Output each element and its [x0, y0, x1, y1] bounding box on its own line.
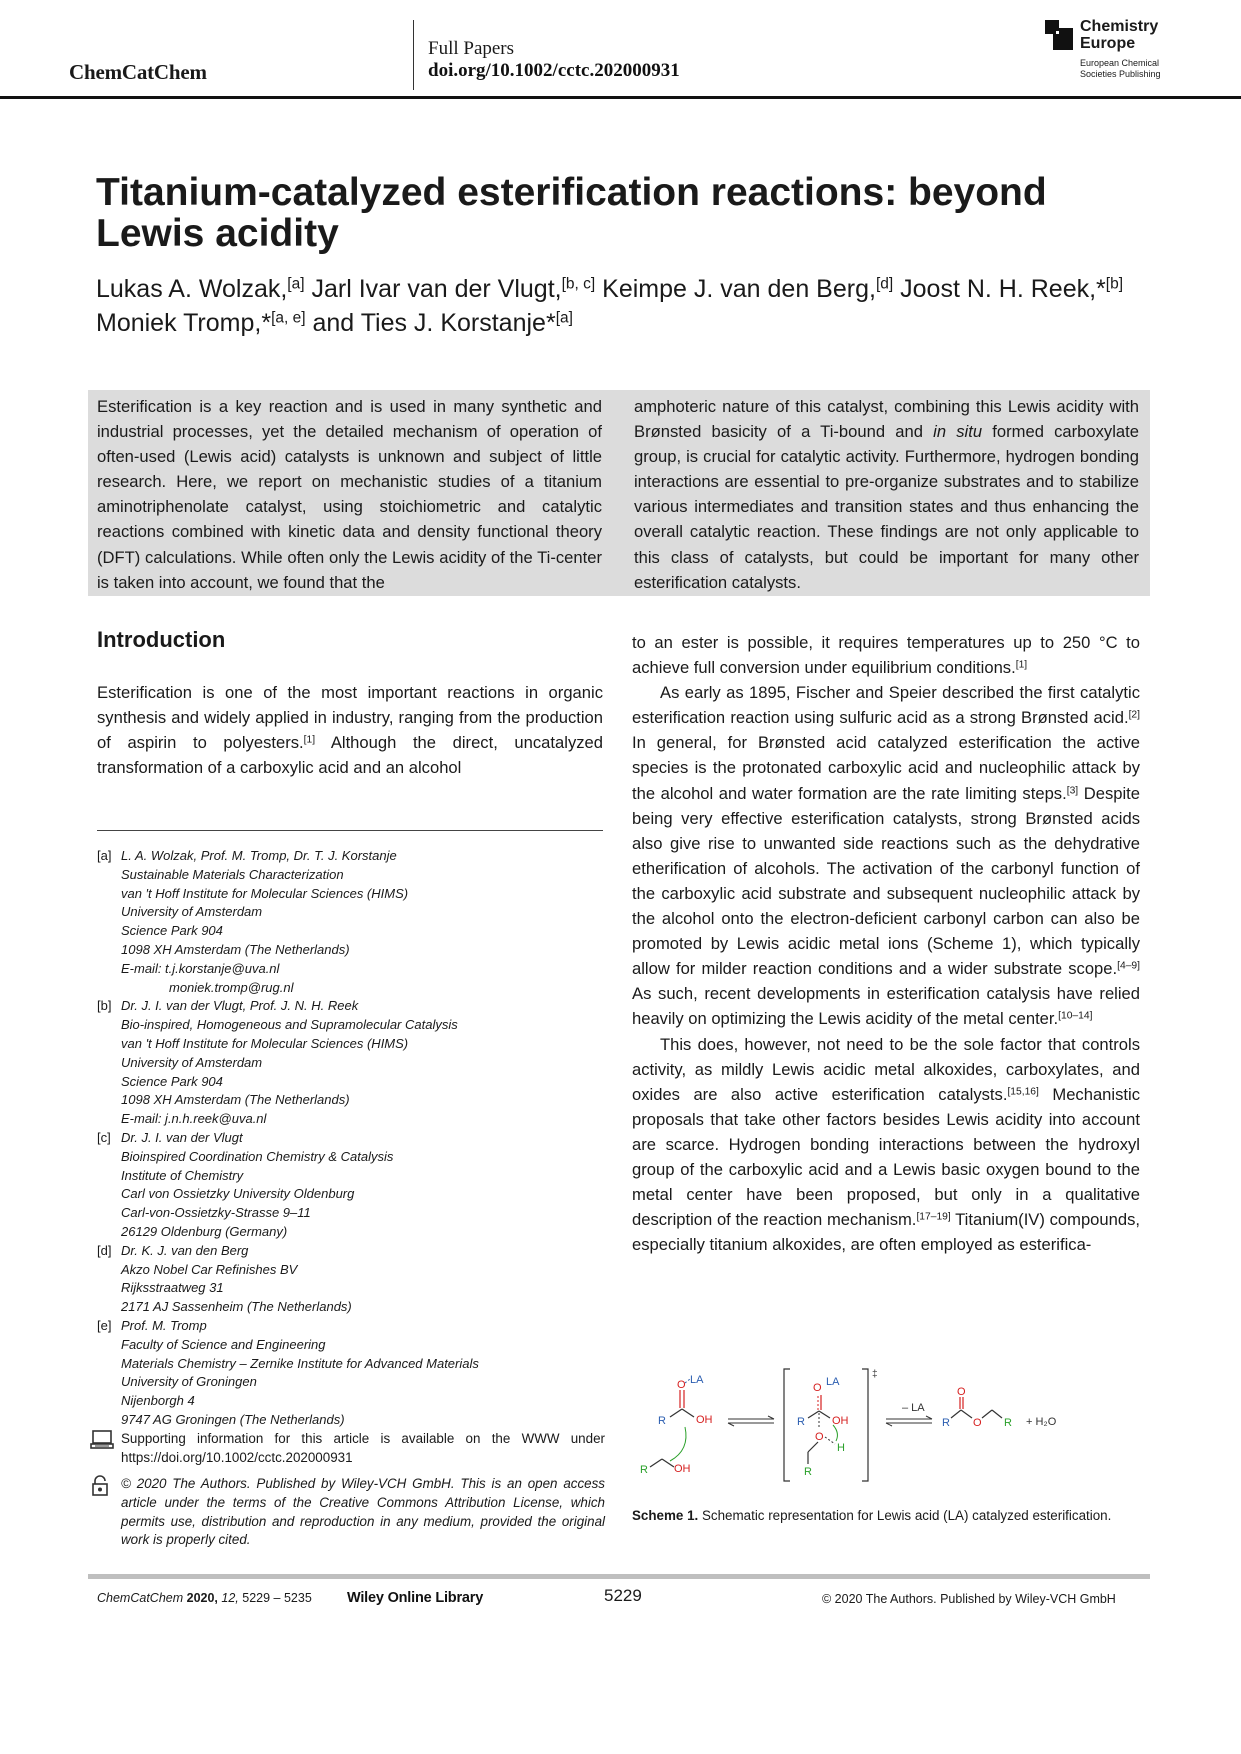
transition-state [784, 1369, 878, 1481]
affiliation-line: Science Park 904 [121, 923, 223, 939]
citation[interactable]: [1] [1015, 659, 1028, 671]
logo-text-line3: European Chemical [1080, 58, 1160, 68]
affiliation-line: L. A. Wolzak, Prof. M. Tromp, Dr. T. J. Korstanje [121, 848, 397, 863]
journal-name: ChemCatChem [69, 60, 207, 84]
affiliation-lines [121, 997, 458, 1129]
footer-volume: 12, [221, 1591, 239, 1605]
acid-reactant [658, 1374, 713, 1427]
affiliation-tag: [d] [97, 1242, 112, 1258]
affiliation-line: Carl von Ossietzky University Oldenburg [121, 1186, 355, 1202]
reaction-condition: – LA [902, 1402, 925, 1414]
abstract-left-column: Esterification is a key reaction and is used in many synthetic and industrial processes, yet the detailed mechanism of operation of often-used (Lewis acid) catalysts is unknown and subject of little research. Here, we report on mechanistic studies of a titanium aminotriphenolate catalyst, using stoichiometric and catalytic reactions combined with kinetic data and density functional theory (DFT) calculations. While often only the Lewis acidity of the Ti-center is taken into account, we found that the [97, 397, 602, 592]
abstract-italic-term: in situ [933, 422, 983, 442]
equilibrium-arrow [728, 1416, 774, 1426]
author-name: Jarl Ivar van der Vlugt, [311, 275, 562, 303]
affiliation-rule [97, 830, 603, 831]
page-number: 5229 [604, 1586, 642, 1605]
affiliation-lines [121, 1242, 352, 1317]
paragraph-text: Titanium(IV) compounds, especially titanium alkoxides, are often employed as esterifica- [632, 1210, 1140, 1255]
paragraph-text: Despite being very effective esterification catalysts, strong Brønsted acids also give rise to unwanted side reactions such as the dehydrative etherification of alcohols. The activation of the carbonyl function of the carboxylic acid substrate and subsequent nucleophilic attack by the alcohol onto the electron-deficient carbonyl carbon can also be promoted by Lewis acidic metal ions (Scheme 1), which typically allow for milder reaction conditions and a wider substrate scope. [632, 783, 1140, 979]
affiliation-line: University of Groningen [121, 1374, 257, 1390]
paragraph-text: As early as 1895, Fischer and Speier described the first catalytic esterification reaction using sulfuric acid as a strong Brønsted acid. [632, 683, 1140, 728]
affiliation-line: Bio-inspired, Homogeneous and Supramolecular Catalysis [121, 1017, 458, 1033]
affiliation-line: Rijksstraatweg 31 [121, 1280, 224, 1296]
license-note [90, 1475, 605, 1550]
affiliation-line: Science Park 904 [121, 1073, 223, 1089]
affiliation-line: Sustainable Materials Characterization [121, 866, 344, 882]
affiliation-line: Carl-von-Ossietzky-Strasse 9–11 [121, 1205, 311, 1221]
affiliation-line: Dr. J. I. van der Vlugt [121, 1129, 243, 1145]
paragraph-text: Mechanistic proposals that take other factors besides Lewis acidity into account are scarce. Hydrogen bonding interactions between the hydroxyl group of the carboxylic acid and a Lewis basic oxygen bound to the metal center have been proposed, but only in a qualitative description of the reaction mechanism. [632, 1084, 1140, 1230]
header-divider [413, 20, 414, 90]
author-name: Lukas A. Wolzak, [96, 275, 288, 303]
paragraph-text: Although the direct, uncatalyzed transformation of a carboxylic acid and an alcohol [97, 733, 603, 778]
author-affil-sup: [d] [875, 275, 894, 293]
paragraph-text: This does, however, not need to be the sole factor that controls activity, as mildly Lewis acidic metal alkoxides, carboxylates, and oxides are also active esterification catalysts. [632, 1034, 1140, 1104]
affiliation-entry [97, 1129, 603, 1242]
affiliation-line: 1098 XH Amsterdam (The Netherlands) [121, 941, 350, 957]
atom-label: O [813, 1382, 822, 1394]
affiliation-line: Institute of Chemistry [121, 1167, 244, 1183]
citation[interactable]: [17–19] [916, 1211, 951, 1223]
affiliation-line: 9747 AG Groningen (The Netherlands) [121, 1411, 345, 1427]
atom-label: OH [674, 1463, 691, 1475]
logo-text-line1: Chemistry [1080, 18, 1159, 35]
paragraph [632, 630, 1140, 680]
affiliation-email[interactable]: moniek.tromp@rug.nl [169, 979, 294, 995]
affiliation-line: Dr. K. J. van den Berg [121, 1242, 249, 1258]
footer-pages: 5229 – 5235 [242, 1591, 312, 1605]
open-access-icon [90, 1475, 114, 1497]
supporting-info-note [90, 1430, 605, 1468]
affiliation-entry [97, 847, 603, 997]
license-text: © 2020 The Authors. Published by Wiley-VCH GmbH. This is an open access article under the terms of the Creative Commons Attribution License, which permits use, distribution and reproduction in any medium, provided the original work is properly cited. [121, 1476, 605, 1548]
atom-label: R [658, 1415, 666, 1427]
affiliation-line: Prof. M. Tromp [121, 1317, 207, 1333]
ester-product [942, 1386, 1057, 1429]
loss-of-la-arrow [886, 1402, 932, 1426]
atom-label: R [804, 1466, 812, 1478]
abstract-text: formed carboxylate group, is crucial for catalytic activity. Furthermore, hydrogen bonding interactions are essential to pre-organize substrates and to stabilize various intermediates and transition states and thus enhancing the overall catalytic reaction. These findings are not only applicable to this class of catalysts, but could be important for many other esterification catalysts. [634, 422, 1139, 592]
doi-link[interactable]: doi.org/10.1002/cctc.202000931 [428, 60, 680, 81]
footer-journal: ChemCatChem [97, 1591, 184, 1605]
atom-label: R [640, 1464, 648, 1476]
atom-label: O [957, 1386, 966, 1398]
affiliation-line: Materials Chemistry – Zernike Institute for Advanced Materials [121, 1355, 479, 1371]
affiliation-tag: [b] [97, 998, 112, 1014]
author-name: and Ties J. Korstanje* [312, 309, 556, 337]
citation[interactable]: [10–14] [1058, 1010, 1093, 1022]
paragraph-text: Esterification is one of the most important reactions in organic synthesis and widely applied in industry, ranging from the production of aspirin to polyesters. [97, 683, 603, 753]
chemistry-europe-logo [1045, 20, 1175, 82]
footer-rule [88, 1574, 1150, 1579]
paragraph-text: In general, for Brønsted acid catalyzed esterification the active species is the protonated carboxylic acid and nucleophilic attack by the alcohol and water formation are the rate limiting steps. [632, 733, 1140, 803]
affiliation-line: E-mail: t.j.korstanje@uva.nl [121, 960, 280, 976]
atom-label: O [973, 1417, 982, 1429]
footer-citation [97, 1591, 312, 1605]
water-product: + H₂O [1026, 1416, 1057, 1428]
logo-text-line4: Societies Publishing [1080, 69, 1161, 79]
affiliation-line: University of Amsterdam [121, 1054, 263, 1070]
atom-label: R [1004, 1417, 1012, 1429]
author-list [96, 272, 1176, 340]
affiliation-entry [97, 1242, 603, 1317]
atom-label: OH [696, 1414, 713, 1426]
affiliations [97, 847, 603, 1430]
affiliation-line: Bioinspired Coordination Chemistry & Catalysis [121, 1148, 394, 1164]
atom-label: R [942, 1417, 950, 1429]
affiliation-line: E-mail: j.n.h.reek@uva.nl [121, 1111, 267, 1127]
abstract-box [88, 390, 1150, 596]
caption-label: Scheme 1. [632, 1508, 699, 1523]
affiliation-lines [121, 1317, 479, 1430]
introduction-paragraph [97, 680, 603, 780]
author-name: Moniek Tromp,* [96, 309, 272, 337]
citation[interactable]: [2] [1128, 709, 1140, 721]
affiliation-tag: [e] [97, 1317, 112, 1333]
affiliation-line: van 't Hoff Institute for Molecular Sciences (HIMS) [121, 1035, 409, 1051]
chemistry-europe-logo-icon [1045, 20, 1073, 50]
scheme-1-reaction-diagram [640, 1365, 1140, 1485]
affiliation-line: 1098 XH Amsterdam (The Netherlands) [121, 1092, 350, 1108]
citation[interactable]: [3] [1066, 784, 1079, 796]
paragraph-text: to an ester is possible, it requires temperatures up to 250 °C to achieve full conversion under equilibrium conditions. [632, 633, 1140, 678]
author-affil-sup: [a, e] [271, 309, 306, 327]
footer-copyright: © 2020 The Authors. Published by Wiley-VCH GmbH [822, 1592, 1116, 1606]
author-affil-sup: [a] [287, 275, 305, 293]
computer-icon [90, 1430, 114, 1450]
affiliation-line: University of Amsterdam [121, 904, 263, 920]
affiliation-line: 26129 Oldenburg (Germany) [121, 1223, 288, 1239]
atom-label: R [797, 1416, 805, 1428]
affiliation-lines [121, 847, 408, 997]
footer-year: 2020, [186, 1591, 218, 1605]
affiliation-entry [97, 1317, 603, 1430]
introduction-heading: Introduction [97, 627, 226, 652]
affiliation-line: Faculty of Science and Engineering [121, 1336, 326, 1352]
article-title: Titanium-catalyzed esterification reactions: beyond Lewis acidity [96, 171, 1047, 255]
paragraph-text: As such, recent developments in esterification catalysis have relied heavily on optimizing the Lewis acidity of the metal center. [632, 984, 1140, 1029]
citation[interactable]: [4–9] [1117, 960, 1140, 972]
logo-text-line2: Europe [1080, 35, 1136, 52]
affiliation-line: Dr. J. I. van der Vlugt, Prof. J. N. H. Reek [121, 998, 359, 1014]
atom-label: H [837, 1442, 845, 1454]
author-affil-sup: [a] [555, 309, 573, 327]
author-name: Joost N. H. Reek,* [900, 275, 1106, 303]
alcohol-reactant [640, 1427, 691, 1476]
affiliation-line: 2171 AJ Sassenheim (The Netherlands) [121, 1299, 352, 1315]
atom-label: OH [832, 1415, 849, 1427]
scheme-caption [632, 1506, 1140, 1526]
affiliation-tag: [a] [97, 848, 112, 863]
wiley-online-library-link[interactable]: Wiley Online Library [347, 1590, 484, 1606]
citation[interactable]: [1] [303, 734, 316, 746]
affiliation-line: Nijenborgh 4 [121, 1393, 195, 1409]
abstract-text: amphoteric nature of this catalyst, combining this Lewis acidity with Brønsted basicity of a Ti-bound and [634, 397, 1139, 442]
affiliation-entry [97, 997, 603, 1129]
atom-label: O [815, 1431, 824, 1443]
author-affil-sup: [b, c] [561, 275, 596, 293]
abstract-right-column [634, 394, 1139, 595]
atom-label: O [677, 1379, 686, 1391]
atom-label: LA [826, 1376, 840, 1388]
citation[interactable]: [15,16] [1007, 1086, 1039, 1098]
caption-text: Schematic representation for Lewis acid (LA) catalyzed esterification. [701, 1508, 1112, 1523]
author-affil-sup: [b] [1105, 275, 1124, 293]
author-name: Keimpe J. van den Berg, [602, 275, 876, 303]
double-dagger: ‡ [872, 1369, 878, 1380]
affiliation-line: van ′t Hoff Institute for Molecular Sciences (HIMS) [121, 885, 409, 901]
paragraph [632, 1032, 1140, 1258]
affiliation-lines [121, 1129, 393, 1242]
right-column-text [632, 630, 1140, 1257]
supporting-info-text: Supporting information for this article is available on the WWW under https://doi.org/10.1002/cctc.202000931 [121, 1431, 605, 1465]
paragraph [632, 680, 1140, 1031]
affiliation-tag: [c] [97, 1129, 111, 1145]
section-label: Full Papers [428, 38, 515, 59]
header-rule [0, 96, 1241, 99]
atom-label: LA [690, 1374, 704, 1386]
affiliation-line: Akzo Nobel Car Refinishes BV [121, 1261, 298, 1277]
